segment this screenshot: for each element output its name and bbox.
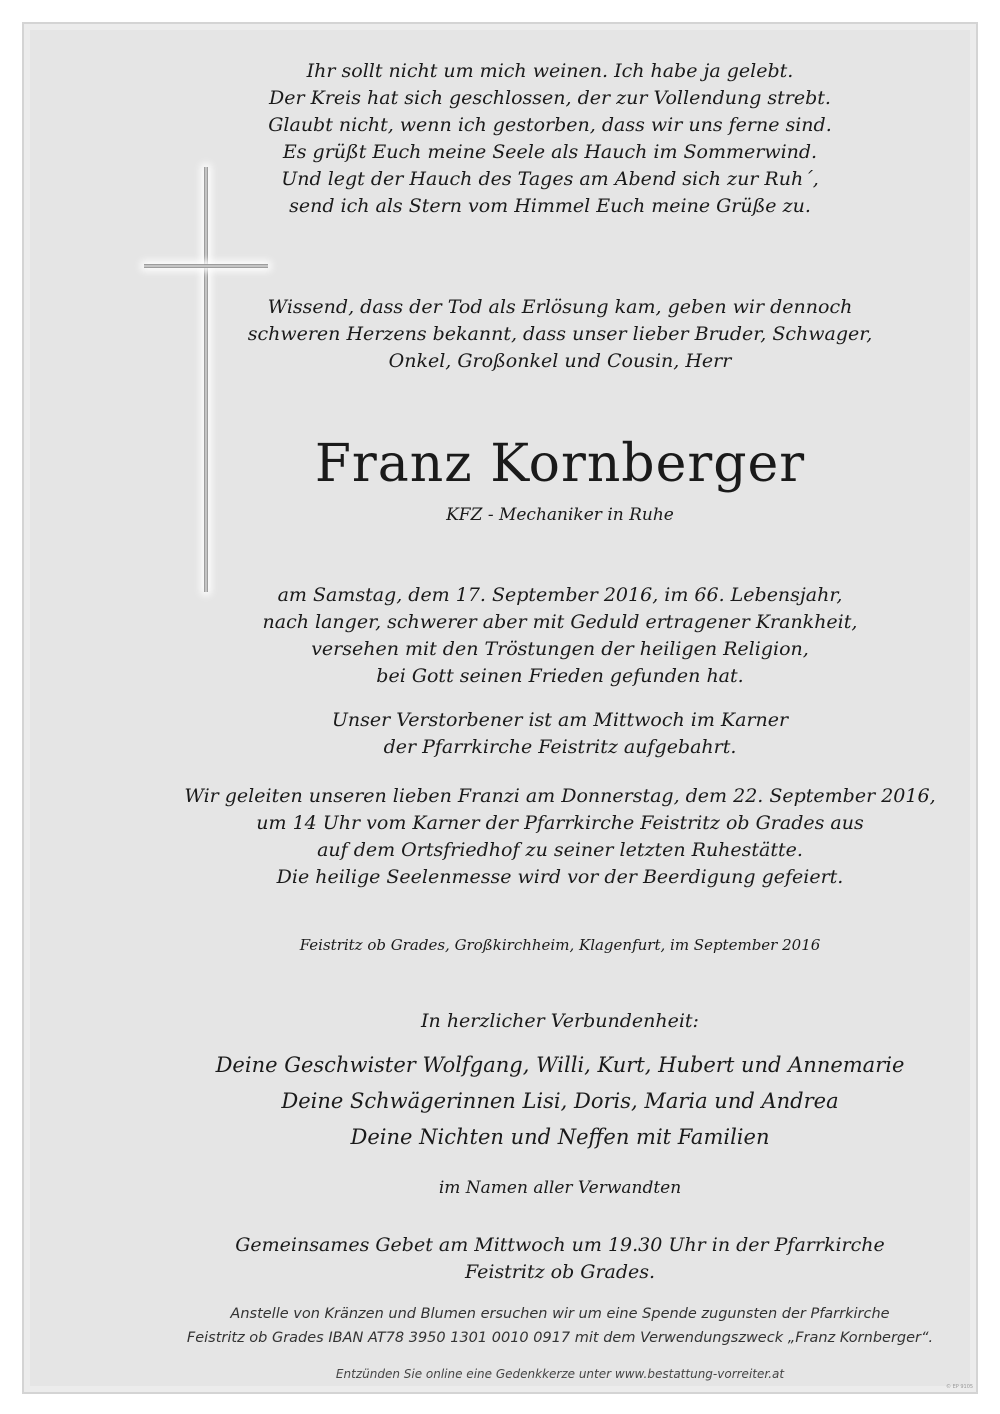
donation-line: Anstelle von Kränzen und Blumen ersuchen wir um eine Spende zugunsten der Pfarrkirche (230, 1306, 890, 1322)
laid-out-line: der Pfarrkirche Feistritz aufgebahrt. (383, 736, 737, 758)
cross-horizontal-bar (144, 264, 268, 268)
poem-line: Und legt der Hauch des Tages am Abend sich zur Ruh´, (281, 168, 819, 190)
intro-text (160, 294, 960, 375)
death-notice (160, 582, 960, 690)
deceased-name: Franz Kornberger (314, 434, 806, 494)
poem (110, 58, 990, 220)
death-notice-line: bei Gott seinen Frieden gefunden hat. (376, 665, 744, 687)
funeral-notice (120, 783, 1000, 891)
family-line: Deine Nichten und Neffen mit Familien (350, 1125, 770, 1149)
intro-line: schweren Herzens bekannt, dass unser lieber Bruder, Schwager, (247, 323, 873, 345)
intro-line: Onkel, Großonkel und Cousin, Herr (388, 350, 732, 372)
death-notice-line: nach langer, schwerer aber mit Geduld ertragener Krankheit, (262, 611, 858, 633)
heartfelt-heading: In herzlicher Verbundenheit: (421, 1010, 699, 1032)
poem-line: Es grüßt Euch meine Seele als Hauch im Sommerwind. (282, 141, 818, 163)
intro-line: Wissend, dass der Tod als Erlösung kam, geben wir dennoch (267, 296, 853, 318)
prayer-line: Gemeinsames Gebet am Mittwoch um 19.30 Uhr in der Pfarrkirche (235, 1234, 885, 1256)
relatives-note: im Namen aller Verwandten (438, 1178, 682, 1198)
poem-line: Glaubt nicht, wenn ich gestorben, dass wir uns ferne sind. (268, 114, 832, 136)
online-candle-note: Entzünden Sie online eine Gedenkkerze unter www.bestattung-vorreiter.at (335, 1367, 785, 1381)
funeral-line: Wir geleiten unseren lieben Franzi am Donnerstag, dem 22. September 2016, (184, 785, 936, 807)
donation-line: Feistritz ob Grades IBAN AT78 3950 1301 0010 0917 mit dem Verwendungszweck „Franz Kornberger“. (186, 1330, 934, 1346)
family-line: Deine Geschwister Wolfgang, Willi, Kurt, Hubert und Annemarie (215, 1053, 905, 1077)
poem-line: Der Kreis hat sich geschlossen, der zur Vollendung strebt. (269, 87, 831, 109)
donation-request (110, 1302, 1000, 1350)
place-date: Feistritz ob Grades, Großkirchheim, Klagenfurt, im September 2016 (299, 936, 821, 954)
prayer-line: Feistritz ob Grades. (464, 1261, 656, 1283)
print-code: © EP 9105 (946, 1384, 974, 1390)
death-notice-line: am Samstag, dem 17. September 2016, im 66. Lebensjahr, (277, 584, 843, 606)
funeral-line: auf dem Ortsfriedhof zu seiner letzten Ruhestätte. (317, 839, 803, 861)
laid-out-line: Unser Verstorbener ist am Mittwoch im Karner (331, 709, 789, 731)
laid-out-notice (160, 707, 960, 761)
poem-line: Ihr sollt nicht um mich weinen. Ich habe ja gelebt. (306, 60, 794, 82)
funeral-line: um 14 Uhr vom Karner der Pfarrkirche Feistritz ob Grades aus (256, 812, 864, 834)
prayer-notice (160, 1232, 960, 1286)
family-list (110, 1047, 1000, 1155)
poem-line: send ich als Stern vom Himmel Euch meine Grüße zu. (289, 195, 811, 217)
funeral-line: Die heilige Seelenmesse wird vor der Beerdigung gefeiert. (276, 866, 844, 888)
cross-vertical-bar (204, 167, 208, 592)
family-line: Deine Schwägerinnen Lisi, Doris, Maria und Andrea (281, 1089, 839, 1113)
deceased-title: KFZ - Mechaniker in Ruhe (446, 505, 674, 525)
death-notice-line: versehen mit den Tröstungen der heiligen Religion, (311, 638, 809, 660)
